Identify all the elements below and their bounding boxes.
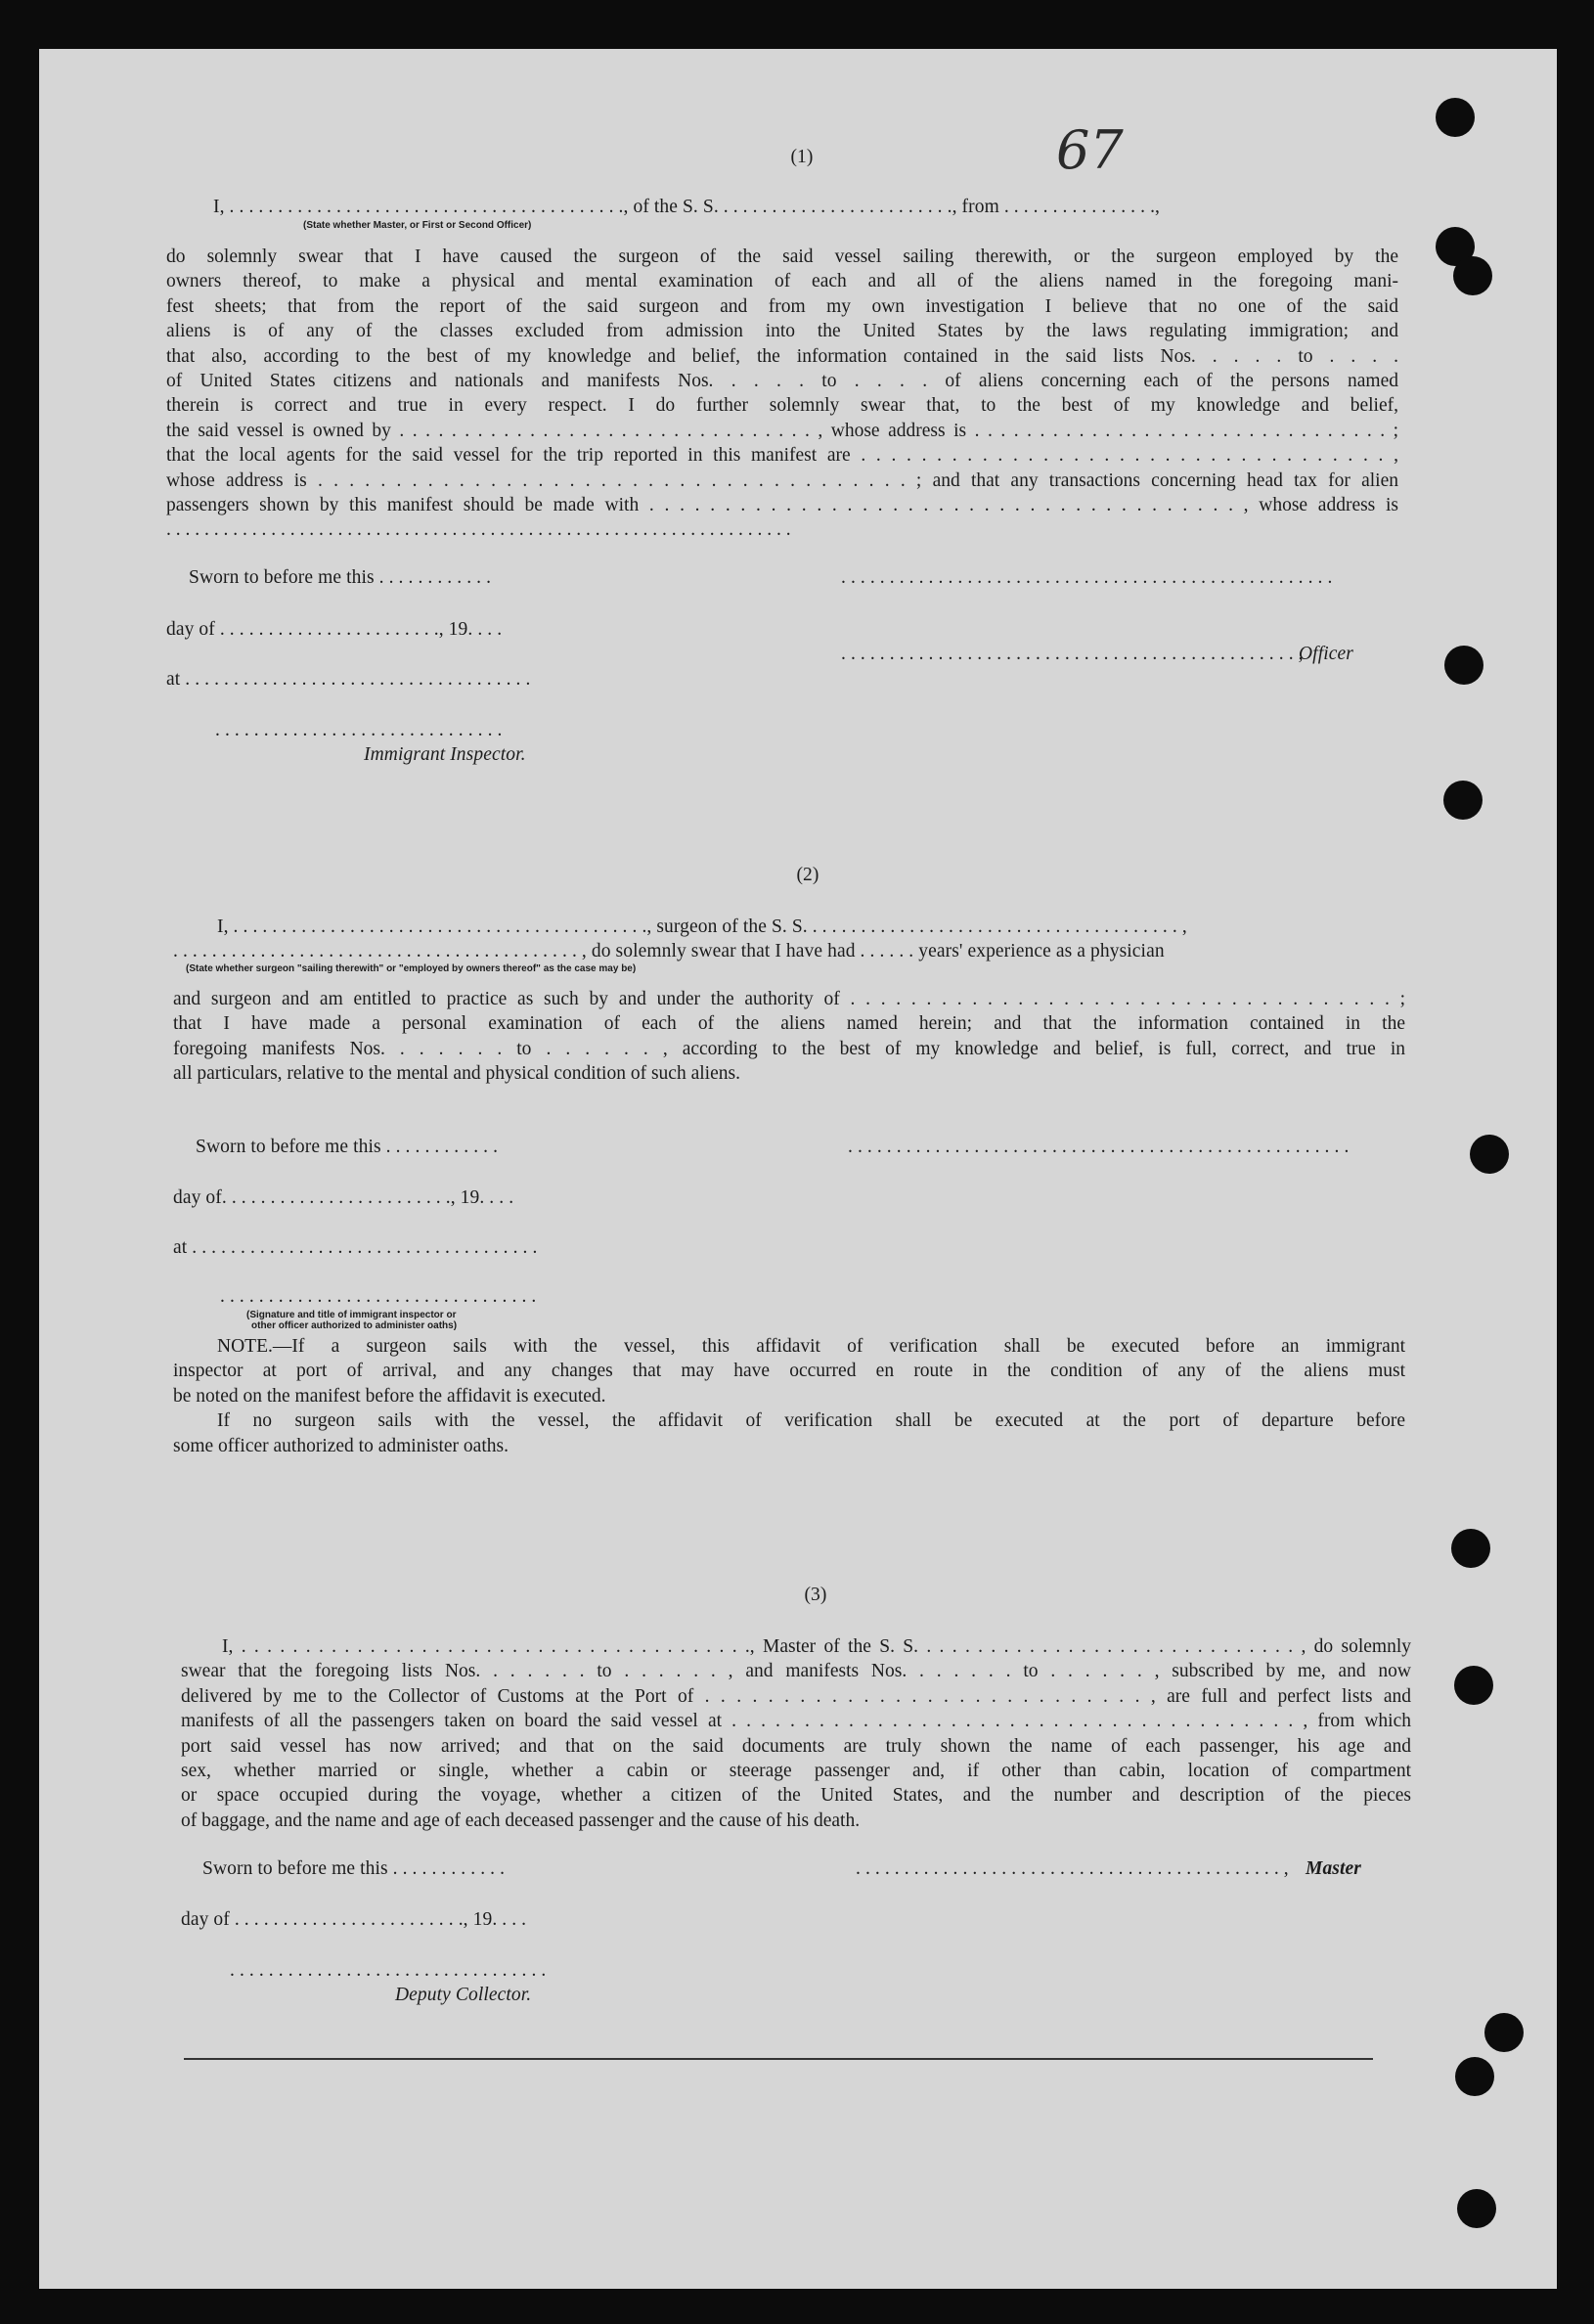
paragraph-line: or space occupied during the voyage, whether a citizen of the United States, and the number and description of the pieces [181, 1785, 1411, 1807]
paragraph-line: that also, according to the best of my knowledge and belief, the information contained in the said lists Nos. . . . . to . . . . [166, 345, 1398, 367]
paragraph-line: therein is correct and true in every respect. I do further solemnly swear that, to the best of my knowledge and belief, [166, 395, 1398, 417]
note-line: inspector at port of arrival, and any changes that may have occurred en route in the condition of any of the aliens must [173, 1361, 1405, 1382]
section-1-sworn: Sworn to before me this . . . . . . . . . . . . [189, 567, 492, 588]
section-1-inspector-line: . . . . . . . . . . . . . . . . . . . . . . . . . . . . . . [215, 720, 503, 740]
paragraph-line: port said vessel has now arrived; and that on the said documents are truly shown the name of each passenger, his age and [181, 1735, 1411, 1757]
manifest-page [39, 49, 1557, 2289]
paragraph-line: owners thereof, to make a physical and mental examination of each and all of the aliens named in the foregoing mani- [166, 271, 1398, 292]
section-1-paragraph [166, 245, 1398, 543]
paragraph-line: foregoing manifests Nos. . . . . . . to . . . . . . , according to the best of my knowledge and belief, is full, correct, and true in [173, 1038, 1405, 1059]
bottom-rule [184, 2058, 1373, 2060]
section-1-day: day of . . . . . . . . . . . . . . . . . . . . . . ., 19. . . . [166, 619, 503, 640]
paragraph-line: whose address is . . . . . . . . . . . . . . . . . . . . . . . . . . . . . . . . . . . . . . ; and that any transactions concerning head tax for alien [166, 469, 1398, 491]
section-3-sworn: Sworn to before me this . . . . . . . . . . . . [202, 1858, 506, 1879]
note-line: be noted on the manifest before the affidavit is executed. [173, 1385, 606, 1407]
section-1-signature-line: . . . . . . . . . . . . . . . . . . . . . . . . . . . . . . . . . . . . . . . . . . . . . . . . . . . [841, 567, 1333, 588]
section-3-master-line: . . . . . . . . . . . . . . . . . . . . . . . . . . . . . . . . . . . . . . . . . . . . , [856, 1858, 1289, 1879]
section-3-number: (3) [804, 1585, 827, 1605]
note-line: some officer authorized to administer oaths. [173, 1435, 509, 1456]
section-2-day: day of. . . . . . . . . . . . . . . . . . . . . . . ., 19. . . . [173, 1187, 514, 1208]
section-1-inspector-label: Immigrant Inspector. [364, 744, 526, 765]
paragraph-line: sex, whether married or single, whether a cabin or steerage passenger and, if other than cabin, location of compartment [181, 1761, 1411, 1782]
section-2-number: (2) [796, 865, 819, 885]
paragraph-line: that I have made a personal examination of each of the aliens named herein; and that the information contained in the [173, 1013, 1405, 1035]
section-3-collector-line: . . . . . . . . . . . . . . . . . . . . . . . . . . . . . . . . . [230, 1960, 547, 1981]
punch-hole [1457, 2189, 1496, 2228]
paragraph-line: manifests of all the passengers taken on board the said vessel at . . . . . . . . . . . . . . . . . . . . . . . . . . . . . . . . . . . . . . . , from which [181, 1711, 1411, 1732]
punch-hole [1454, 1666, 1493, 1705]
note-line: NOTE.—If a surgeon sails with the vessel, this affidavit of verification shall be executed before an immigrant [217, 1336, 1405, 1357]
section-2-sworn: Sworn to before me this . . . . . . . . . . . . [196, 1137, 499, 1157]
paragraph-line: that the local agents for the said vessel for the trip reported in this manifest are . . . . . . . . . . . . . . . . . . . . . . . . . . . . . . . . . . . , [166, 445, 1398, 467]
section-1-officer-line: . . . . . . . . . . . . . . . . . . . . . . . . . . . . . . . . . . . . . . . . . . . . . . . , [841, 644, 1304, 664]
punch-hole [1484, 2013, 1524, 2052]
paragraph-line: delivered by me to the Collector of Customs at the Port of . . . . . . . . . . . . . . . . . . . . . . . . . . . . , are full and perfect lists and [181, 1685, 1411, 1707]
handwritten-page-number: 67 [1056, 119, 1124, 181]
section-2-signature-line: . . . . . . . . . . . . . . . . . . . . . . . . . . . . . . . . . . . . . . . . . . . . . . . . . . . . [848, 1137, 1350, 1157]
punch-hole [1436, 98, 1475, 137]
paragraph-line: aliens is of any of the classes excluded from admission into the United States by the laws regulating immigration; and [166, 321, 1398, 342]
section-3-paragraph [181, 1634, 1411, 1833]
punch-hole [1451, 1529, 1490, 1568]
section-1-number: (1) [790, 147, 814, 167]
paragraph-line: I, . . . . . . . . . . . . . . . . . . . . . . . . . . . . . . . . . . . . . . . ., Master of the S. S. . . . . . . . . . . . . . . . . . . . . . . . . . . . . . , do solemnly [222, 1636, 1411, 1657]
section-2-first-line: I, . . . . . . . . . . . . . . . . . . . . . . . . . . . . . . . . . . . . . . . . . . ., surgeon of the S. S. . . . . . . . . . . . . . . . . . . . . . . . . . . . . . . . . . . . . . . , [217, 916, 1187, 937]
section-1-at: at . . . . . . . . . . . . . . . . . . . . . . . . . . . . . . . . . . . . [166, 669, 531, 690]
section-1-officer-label: Officer [1299, 644, 1353, 664]
section-3-collector-label: Deputy Collector. [395, 1985, 532, 2005]
section-2-inspector-line: . . . . . . . . . . . . . . . . . . . . . . . . . . . . . . . . . [220, 1286, 537, 1307]
paragraph-line: of United States citizens and nationals and manifests Nos. . . . . to . . . . of aliens concerning each of the persons named [166, 371, 1398, 392]
section-2-caption: (State whether surgeon "sailing therewith" or "employed by owners thereof" as the case may be) [186, 963, 637, 974]
paragraph-line: . . . . . . . . . . . . . . . . . . . . . . . . . . . . . . . . . . . . . . . . . . . . . . . . . . . . . . . . . . . . . . . . . . [166, 519, 791, 541]
section-2-inspector-caption: other officer authorized to administer oaths) [251, 1320, 458, 1331]
section-3-master-label: Master [1306, 1858, 1361, 1879]
paragraph-line: passengers shown by this manifest should be made with . . . . . . . . . . . . . . . . . . . . . . . . . . . . . . . . . . . . . . . , whose address is [166, 495, 1398, 516]
section-1-first-line: I, . . . . . . . . . . . . . . . . . . . . . . . . . . . . . . . . . . . . . . . . ., of the S. S. . . . . . . . . . . . . . . . . . . . . . . . ., from . . . . . . . . . . . . . . . ., [213, 197, 1161, 217]
section-2-at: at . . . . . . . . . . . . . . . . . . . . . . . . . . . . . . . . . . . . [173, 1237, 538, 1258]
paragraph-line: and surgeon and am entitled to practice as such by and under the authority of . . . . . . . . . . . . . . . . . . . . . . . . . . . . . . . . . . . . ; [173, 989, 1405, 1009]
section-2-note [173, 1334, 1405, 1458]
section-1-caption: (State whether Master, or First or Second Officer) [303, 220, 532, 231]
punch-hole [1453, 256, 1492, 295]
section-2-second-line: . . . . . . . . . . . . . . . . . . . . . . . . . . . . . . . . . . . . . . . . . . , do solemnly swear that I have had . . . . . . years' experience as a physician [173, 941, 1165, 961]
punch-hole [1470, 1135, 1509, 1174]
punch-hole [1443, 781, 1483, 820]
section-3-day: day of . . . . . . . . . . . . . . . . . . . . . . . ., 19. . . . [181, 1909, 527, 1930]
section-2-paragraph [173, 987, 1405, 1087]
paragraph-line: do solemnly swear that I have caused the surgeon of the said vessel sailing therewith, or the surgeon employed by the [166, 246, 1398, 267]
punch-hole [1444, 646, 1483, 685]
punch-hole [1455, 2057, 1494, 2096]
paragraph-line: fest sheets; that from the report of the said surgeon and from my own investigation I believe that no one of the said [166, 295, 1398, 317]
paragraph-line: of baggage, and the name and age of each deceased passenger and the cause of his death. [181, 1810, 861, 1831]
paragraph-line: the said vessel is owned by . . . . . . . . . . . . . . . . . . . . . . . . . . . . . . . . , whose address is . . . . . . . . . . . . . . . . . . . . . . . . . . . . . . . . ; [166, 420, 1398, 441]
section-2-inspector-caption: (Signature and title of immigrant inspector or [246, 1310, 457, 1320]
paragraph-line: swear that the foregoing lists Nos. . . . . . . to . . . . . . , and manifests Nos. . . . . . . to . . . . . . , subscribed by me, and now [181, 1661, 1411, 1682]
paragraph-line: all particulars, relative to the mental and physical condition of such aliens. [173, 1063, 740, 1085]
note-line: If no surgeon sails with the vessel, the affidavit of verification shall be executed at the port of departure before [217, 1410, 1405, 1432]
